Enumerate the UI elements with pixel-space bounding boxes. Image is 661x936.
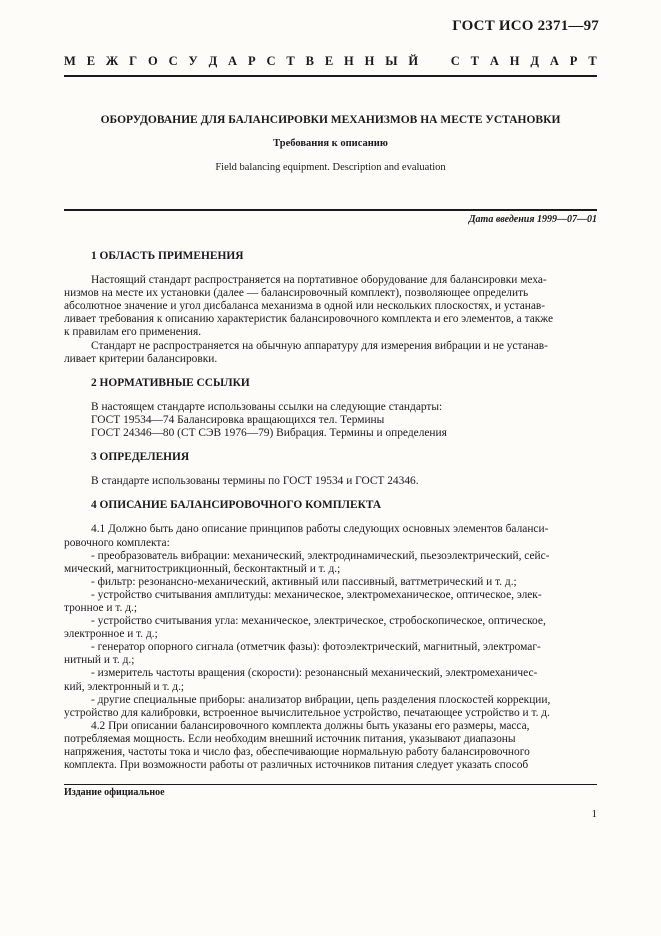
banner-letter: Й xyxy=(408,54,419,68)
banner-letter: М xyxy=(64,54,76,68)
text-line: Стандарт не распространяется на обычную аппаратуру для измерения вибрации и не устанав- xyxy=(91,339,548,352)
text-line: В настоящем стандарте использованы ссылки на следующие стандарты: xyxy=(91,400,443,413)
text-line: 4.1 Должно быть дано описание принципов работы следующих основных элементов баланси- xyxy=(91,523,549,536)
list-item: - фильтр: резонансно-механический, активный или пассивный, ваттметрический и т. д.; xyxy=(91,575,517,588)
document-code: ГОСТ ИСО 2371—97 xyxy=(452,18,599,34)
banner-letter: Р xyxy=(247,54,256,68)
banner-letter: Ы xyxy=(385,54,398,68)
banner-letter: С xyxy=(450,54,460,68)
banner-letter: Т xyxy=(286,54,295,68)
text-line: устройство для калибровки, встроенное вычислительное устройство, печатающее устройство и т. д. xyxy=(64,706,550,719)
edition-note: Издание официальное xyxy=(64,787,165,798)
page-number: 1 xyxy=(591,808,597,820)
text-line: комплекта. При возможности работы от различных источников питания следует указать способ xyxy=(64,759,529,772)
section-heading: 4 ОПИСАНИЕ БАЛАНСИРОВОЧНОГО КОМПЛЕКТА xyxy=(91,499,382,512)
banner-letter: В xyxy=(305,54,314,68)
list-item: - преобразователь вибрации: механический, электродинамический, пьезоэлектрический, сейс- xyxy=(91,549,550,562)
introduction-date: Дата введения 1999—07—01 xyxy=(468,214,597,225)
standard-type-banner xyxy=(64,54,597,69)
banner-letter: Ж xyxy=(105,54,119,68)
banner-letter: А xyxy=(489,54,499,68)
section-heading: 2 НОРМАТИВНЫЕ ССЫЛКИ xyxy=(91,376,250,389)
list-item: - другие специальные приборы: анализатор вибрации, цепь разделения плоскостей коррекции, xyxy=(91,693,551,706)
banner-letter: Д xyxy=(530,54,540,68)
banner-letter: Е xyxy=(86,54,96,68)
section-description xyxy=(64,499,597,772)
document-body xyxy=(64,250,597,783)
banner-letter: Н xyxy=(509,54,520,68)
text-line: нитный и т. д.; xyxy=(64,654,135,667)
text-line: ГОСТ 24346—80 (СТ СЭВ 1976—79) Вибрация. Термины и определения xyxy=(91,427,447,440)
list-item: - устройство считывания амплитуды: механическое, электромеханическое, оптическое, элек- xyxy=(91,588,542,601)
banner-letter: У xyxy=(188,54,198,68)
text-line: ливает критерии балансировки. xyxy=(64,352,218,365)
text-line: мический, магнитострикционный, бесконтактный и т. д.; xyxy=(64,562,341,575)
text-line: напряжения, частоты тока и число фаз, обеспечивающие нормальную работу балансировочного xyxy=(64,746,530,758)
english-title: Field balancing equipment. Description and evaluation xyxy=(215,162,446,173)
banner-letter: Т xyxy=(470,54,480,68)
text-line: низмов на месте их установки (далее — балансировочный комплект), позволяющее определить xyxy=(64,287,529,300)
text-line: ровочного комплекта: xyxy=(64,536,170,549)
banner-letter: Н xyxy=(364,54,375,68)
list-item: - устройство считывания угла: механическое, электрическое, стробоскопическое, оптическое, xyxy=(91,615,546,628)
document-title: ОБОРУДОВАНИЕ ДЛЯ БАЛАНСИРОВКИ МЕХАНИЗМОВ НА МЕСТЕ УСТАНОВКИ xyxy=(100,114,561,126)
text-line: Настоящий стандарт распространяется на портативное оборудование для балансировки меха- xyxy=(91,274,547,287)
banner-letter: Т xyxy=(588,54,597,68)
text-line: абсолютное значение и угол дисбаланса механизма в одной или нескольких плоскостях, и устанав- xyxy=(64,300,546,313)
section-heading: 1 ОБЛАСТЬ ПРИМЕНЕНИЯ xyxy=(91,250,244,262)
banner-letter: Е xyxy=(324,54,334,68)
text-line: тронное и т. д.; xyxy=(64,601,138,614)
banner-letter: О xyxy=(147,54,158,68)
text-line: В стандарте использованы термины по ГОСТ 19534 и ГОСТ 24346. xyxy=(91,475,419,488)
list-item: - генератор опорного сигнала (отметчик фазы): фотоэлектрический, магнитный, электромаг- xyxy=(91,641,541,654)
banner-letter: А xyxy=(549,54,559,68)
text-line: кий, электронный и т. д.; xyxy=(64,680,185,693)
text-line: ливает требования к описанию характеристик балансировочного комплекта и его элементов, а также xyxy=(64,313,554,326)
banner-letter: Г xyxy=(129,54,138,68)
banner-letter: Н xyxy=(344,54,354,68)
banner-letter: Р xyxy=(569,54,578,68)
text-line: электронное и т. д.; xyxy=(64,628,158,641)
section-references xyxy=(91,377,597,440)
banner-letter: С xyxy=(168,54,178,68)
top-divider xyxy=(64,75,597,77)
text-line: к правилам его применения. xyxy=(64,326,202,339)
banner-letter: С xyxy=(266,54,276,68)
banner-letter: А xyxy=(228,54,238,68)
footer-divider xyxy=(64,784,597,785)
list-item: - измеритель частоты вращения (скорости): резонансный механический, электромеханичес- xyxy=(91,667,538,680)
text-line: 4.2 При описании балансировочного комплекта должны быть указаны его размеры, масса, xyxy=(91,719,530,732)
section-scope xyxy=(64,250,597,366)
text-line: ГОСТ 19534—74 Балансировка вращающихся тел. Термины xyxy=(91,413,385,426)
section-heading: 3 ОПРЕДЕЛЕНИЯ xyxy=(91,451,190,464)
banner-letter: Д xyxy=(208,54,218,68)
section-definitions xyxy=(91,451,597,488)
text-line: потребляемая мощность. Если необходим внешний источник питания, указывают диапазоны xyxy=(64,732,516,745)
title-divider xyxy=(64,209,597,211)
document-subtitle: Требования к описанию xyxy=(273,138,388,149)
